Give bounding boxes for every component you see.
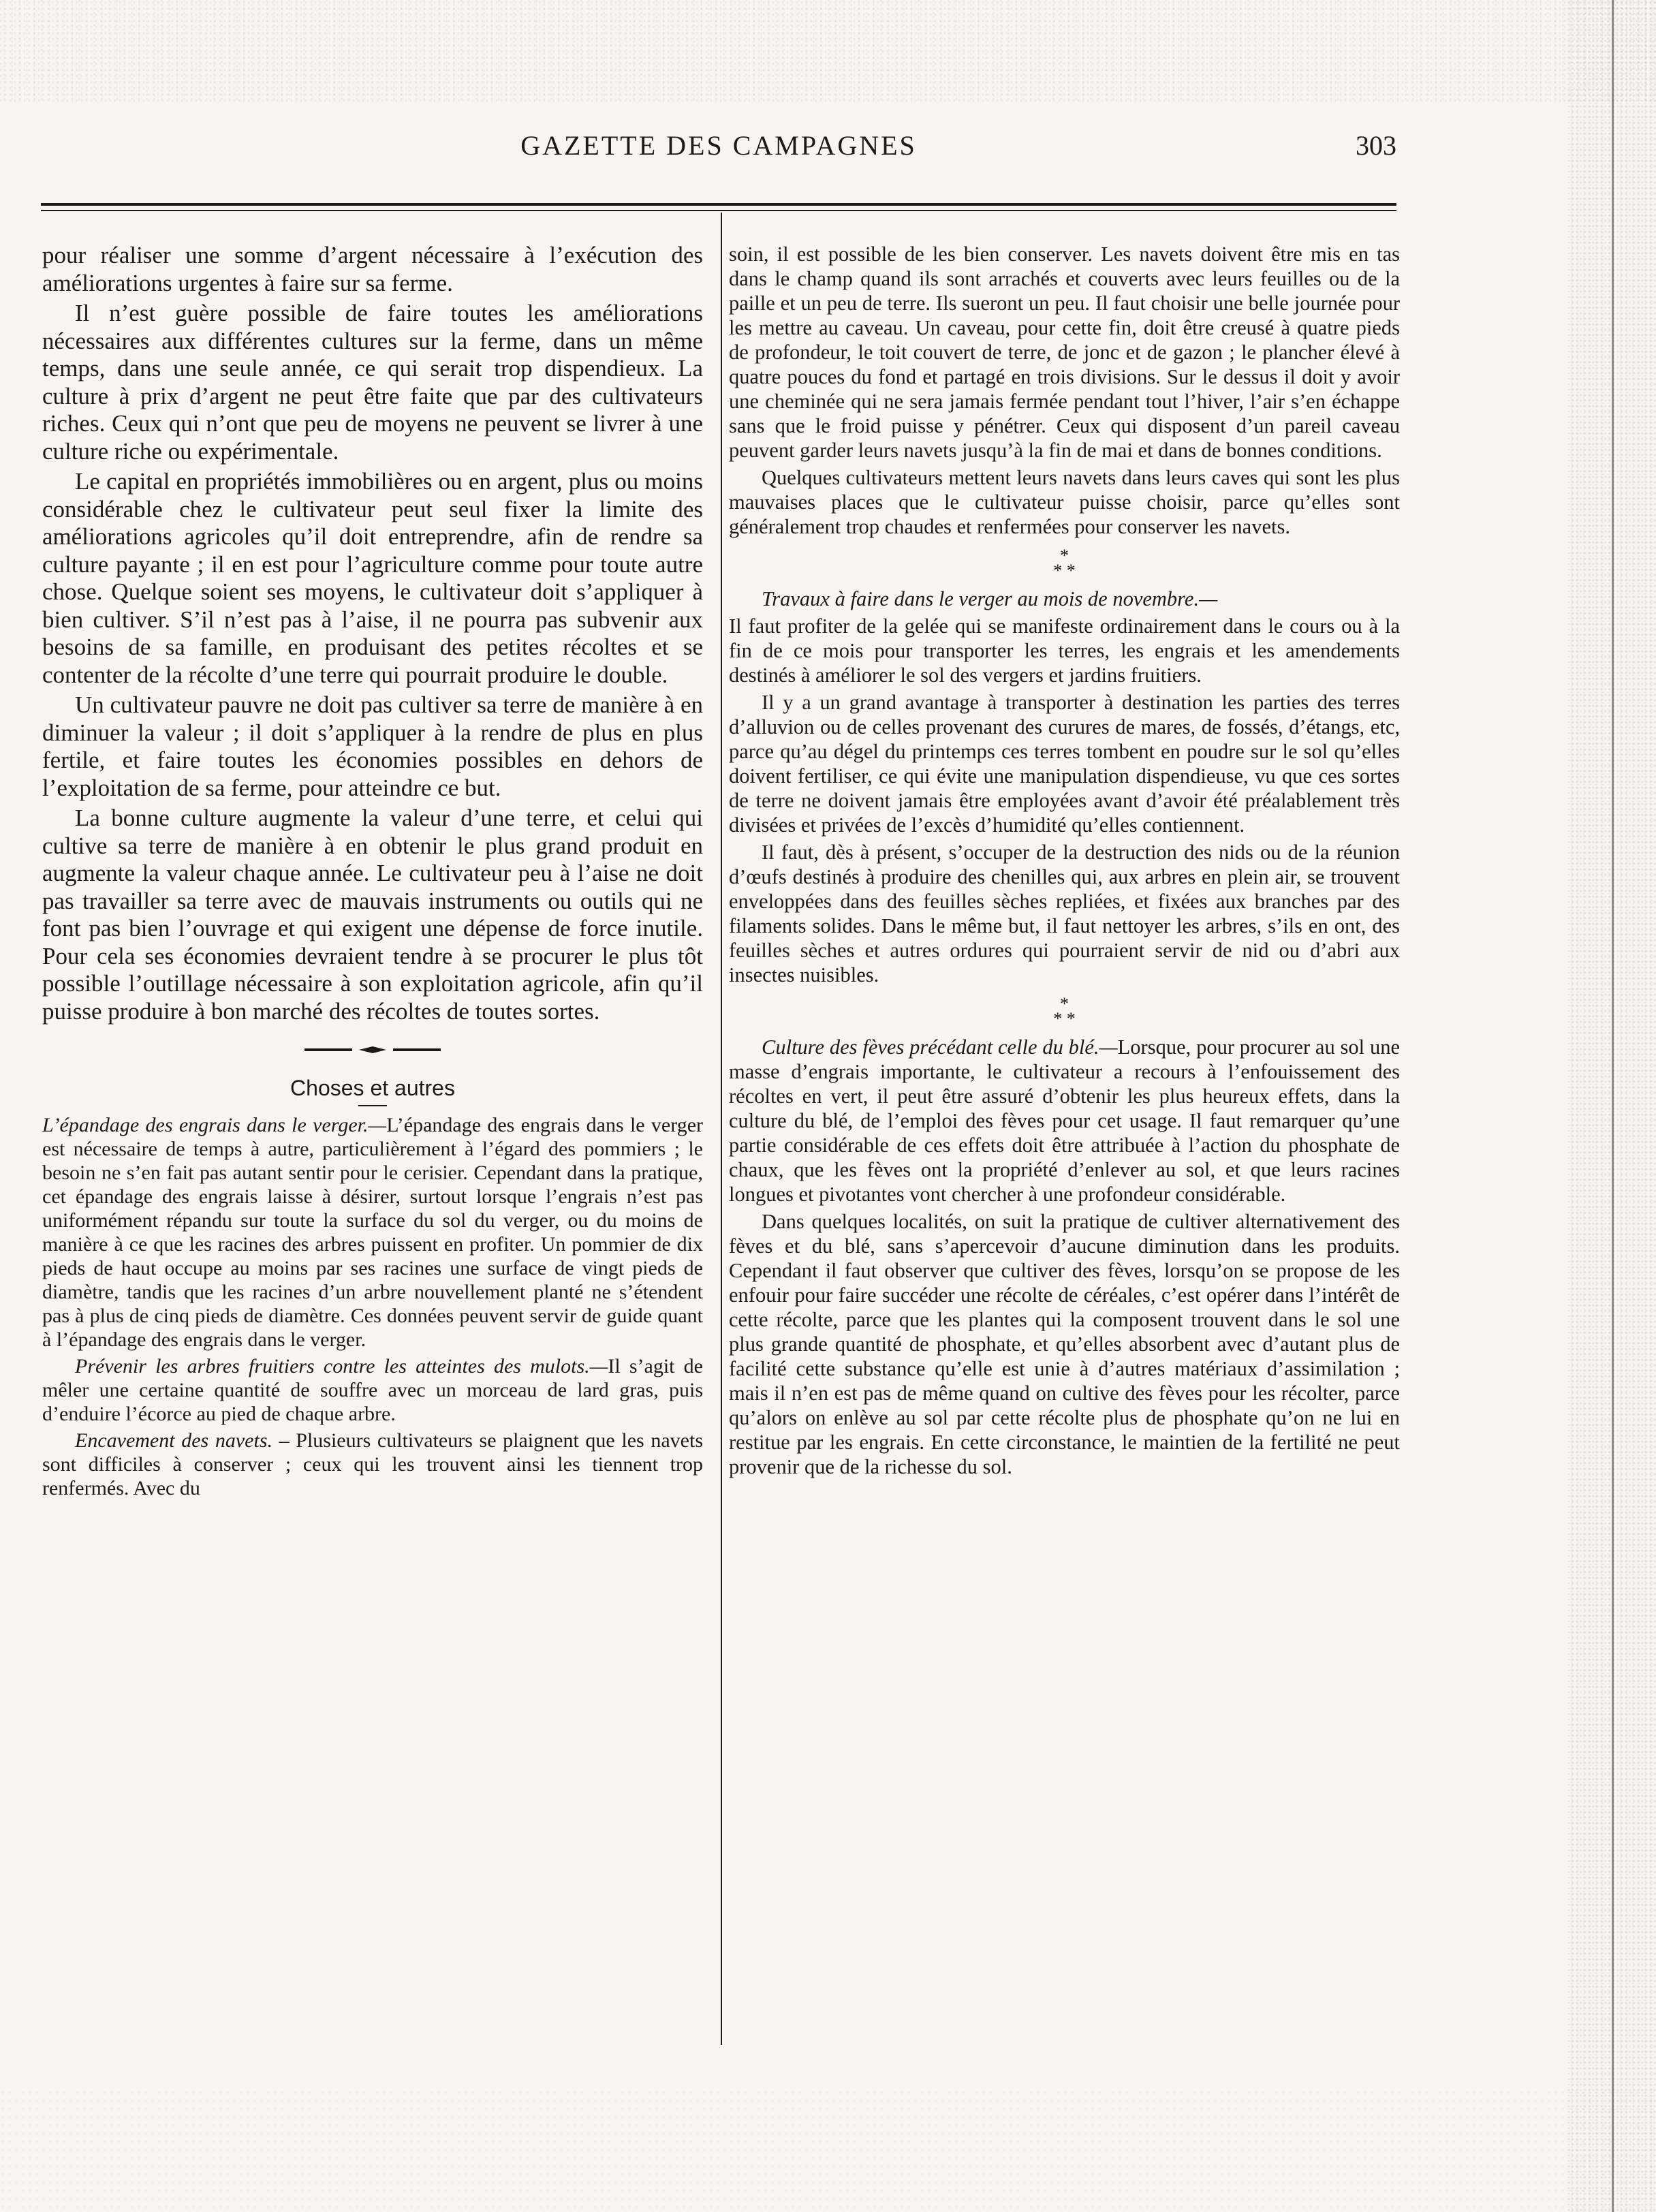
right-column bbox=[729, 242, 1400, 1482]
news-item-text: Lorsque, pour procurer au sol une masse d’engrais importante, le cultivateur a recours à l’enfouissement des récoltes en vert, il peut être assuré d’obtenir les plus heureux effets, dans la culture du blé, de l’emploi des fèves pour cet usage. Il faut remarquer qu’une partie considérable de ces effets doit être attribuée à l’action du phosphate de chaux, que les fèves ont la propriété d’enlever au sol, et que leurs racines longues et pivotantes vont chercher à une profondeur considérable. bbox=[729, 1035, 1400, 1206]
paragraph: Le capital en propriétés immobilières ou en argent, plus ou moins considérable chez le cultivateur peut seul fixer la limite des améliorations agricoles qu’il doit entreprendre, afin de rendre sa culture payante ; il en est pour l’agriculture comme pour toute autre chose. Quelque soient ses moyens, le cultivateur doit s’appliquer à bien cultiver. S’il n’est pas à l’aise, il ne pourra pas subvenir aux besoins de sa famille, en produisant des petites récoltes et se contenter de la récolte d’une terre qui pourrait produire le double. bbox=[42, 468, 703, 688]
news-item-heading: L’épandage des engrais dans le verger.— bbox=[42, 1113, 387, 1136]
news-item-heading: Encavement des navets. bbox=[75, 1429, 272, 1452]
paragraph: Il faut profiter de la gelée qui se manifeste ordinairement dans le cours ou à la fin de ce mois pour transporter les terres, les engrais et les amendements destinés à améliorer le sol des vergers et jardins fruitiers. bbox=[729, 614, 1400, 687]
paper-speckle-top bbox=[0, 0, 1656, 102]
page-edge-line bbox=[1612, 0, 1614, 2212]
news-item-heading: Culture des fèves précédant celle du blé.— bbox=[762, 1035, 1118, 1059]
news-item-heading: Prévenir les arbres fruitiers contre les atteintes des mulots.— bbox=[75, 1354, 608, 1377]
page-header bbox=[41, 129, 1396, 170]
paper-speckle-bottom bbox=[0, 2089, 1656, 2212]
paragraph: Il y a un grand avantage à transporter à destination les parties des terres d’alluvion ou de celles provenant des curures de mares, de fossés, d’étangs, etc, parce qu’au dégel du printemps ces terres tombent en poudre sur le sol qu’elles doivent fertiliser, ce qui évite une manipulation dispendieuse, vu que ces sortes de terre ne doivent jamais être employées avant d’avoir été préalablement très divisées et privées de l’excès d’humidité qu’elles contiennent. bbox=[729, 691, 1400, 837]
asterism-divider: * * * bbox=[1053, 994, 1076, 1029]
asterism-divider: * * * bbox=[1053, 546, 1076, 580]
news-item-heading: Travaux à faire dans le verger au mois de novembre.— bbox=[762, 587, 1218, 610]
paragraph: Il n’est guère possible de faire toutes les améliorations nécessaires aux différentes cultures sur la ferme, dans un même temps, dans une seule année, ce qui serait trop dispendieux. La culture à prix d’argent ne peut être faite que par des cultivateurs riches. Ceux qui n’ont que peu de moyens ne peuvent se livrer à une culture riche ou expérimentale. bbox=[42, 300, 703, 465]
column-divider bbox=[721, 213, 722, 2045]
header-rule-thin bbox=[41, 210, 1396, 211]
paragraph: Il faut, dès à présent, s’occuper de la destruction des nids ou de la réunion d’œufs destinés à produire des chenilles qui, aux arbres en plein air, se trouvent enveloppées dans des feuilles sèches repliées, et fixées aux branches par des filaments solides. Dans le même but, il faut nettoyer les arbres, s’ils en ont, des feuilles sèches et autres ordures qui pourraient servir de nid ou d’abri aux insectes nuisibles. bbox=[729, 841, 1400, 986]
news-item bbox=[729, 587, 1400, 611]
section-title: Choses et autres bbox=[290, 1076, 455, 1100]
section-dash bbox=[358, 1105, 387, 1106]
news-item-text: Il s’agit de mêler une certaine quantité de souffre avec un morceau de lard gras, puis d’enduire l’écorce au pied de chaque arbre. bbox=[42, 1354, 703, 1425]
paragraph: pour réaliser une somme d’argent nécessaire à l’exécution des améliorations urgentes à faire sur sa ferme. bbox=[42, 242, 703, 296]
section-ornament bbox=[304, 1046, 441, 1054]
news-item bbox=[729, 1035, 1400, 1206]
news-item-text: L’épandage des engrais dans le verger est nécessaire de temps à autre, particulièrement à l’égard des pommiers ; le besoin ne s’en fait pas autant sentir pour le cerisier. Cependant dans la pratique, cet épandage des engrais laisse à désirer, surtout lorsque l’engrais n’est pas uniformément répandu sur toute la surface du sol du verger, ou du moins de manière à ce que les racines des arbres puissent en profiter. Un pommier de dix pieds de haut occupe au moins par ses racines une surface de vingt pieds de diamètre, tandis que les racines d’un arbre nouvellement planté ne s’étendent pas à plus de cinq pieds de diamètre. Ces données peuvent servir de guide quant à l’épandage des engrais dans le verger. bbox=[42, 1113, 704, 1351]
paragraph: Dans quelques localités, on suit la pratique de cultiver alternativement des fèves et du blé, sans s’apercevoir d’aucune diminution dans les produits. Cependant il faut observer que cultiver des fèves, lorsqu’on se propose de les enfouir pour faire succéder une récolte de céréales, c’est opérer dans l’intérêt de cette récolte, parce que les plantes qui la composent trouvent dans le sol une plus grande quantité de phosphate, et qu’elles absorbent avec d’autant plus de facilité cette substance qu’elle est unie à d’autres matériaux d’assimilation ; mais il n’en est pas de même quand on cultive des fèves pour les récolter, parce qu’alors on enlève au sol par cette récolte plus de phosphate qu’on ne lui en restitue par les engrais. En cette circonstance, le maintien de la fertilité ne peut provenir que de la richesse du sol. bbox=[729, 1210, 1400, 1478]
news-item bbox=[42, 1113, 703, 1352]
paragraph: La bonne culture augmente la valeur d’une terre, et celui qui cultive sa terre de manière à en obtenir le plus grand produit en augmente la valeur chaque année. Le cultivateur peu à l’aise ne doit pas travailler sa terre avec de mauvais instruments ou outils qui ne font pas bien l’ouvrage et qui exigent une dépense de force inutile. Pour cela ses économies devraient tendre à se procurer le plus tôt possible l’outillage nécessaire à son exploitation agricole, afin qu’il puisse produire à bon marché des récoltes de toutes sortes. bbox=[42, 805, 703, 1025]
left-column bbox=[42, 242, 703, 1503]
paragraph: Quelques cultivateurs mettent leurs navets dans leurs caves qui sont les plus mauvaises places que le cultivateur puisse choisir, parce qu’elles sont généralement trop chaudes et renfermées pour conserver les navets. bbox=[729, 466, 1400, 538]
paragraph: Un cultivateur pauvre ne doit pas cultiver sa terre de manière à en diminuer la valeur ; il doit s’appliquer à la rendre de plus en plus fertile, et faire toutes les économies possibles en dehors de l’exploitation de sa ferme, pour atteindre ce but. bbox=[42, 691, 703, 801]
news-item-text: – Plusieurs cultivateurs se plaignent que les navets sont difficiles à conserver ; ceux qui les trouvent ainsi les tiennent trop renfermés. Avec du bbox=[42, 1429, 703, 1499]
page-number: 303 bbox=[1356, 130, 1396, 161]
paragraph: soin, il est possible de les bien conserver. Les navets doivent être mis en tas dans le champ quand ils sont arrachés et couverts avec leurs feuilles ou de la paille et un peu de terre. Ils sueront un peu. Il faut choisir une belle journée pour les mettre au caveau. Un caveau, pour cette fin, doit être creusé à quatre pieds de profondeur, le toit couvert de terre, de jonc et de gazon ; le plancher élevé à quatre pouces du fond et partagé en trois divisions. Sur le dessus il doit y avoir une cheminée qui ne sera jamais fermée pendant tout l’hiver, l’air s’en échappe sans que le froid puisse y pénétrer. Ceux qui disposent d’un pareil caveau peuvent garder leurs navets jusqu’à la fin de mai et dans de bonnes conditions. bbox=[729, 243, 1400, 462]
news-item bbox=[42, 1354, 703, 1426]
header-rule-thick bbox=[41, 203, 1396, 206]
running-title: GAZETTE DES CAMPAGNES bbox=[520, 130, 917, 161]
news-item bbox=[42, 1429, 703, 1500]
